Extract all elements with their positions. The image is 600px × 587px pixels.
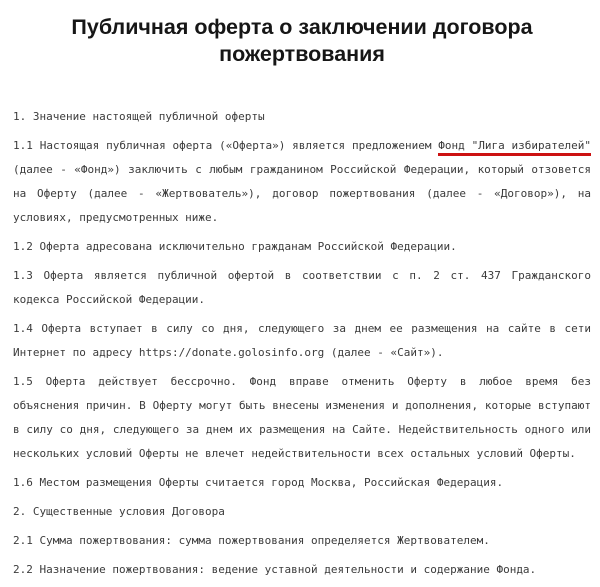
clause-1-4: 1.4 Оферта вступает в силу со дня, следующего за днем ее размещения на сайте в сети Интернет по адресу https://donate.golosinfo.org (далее - «Сайт»). [13,322,591,359]
clause-1-1-text-after: (далее - «Фонд») заключить с любым гражданином Российской Федерации, который отзовется на Оферту (далее - «Жертвователь»), договор пожертвования (далее - «Договор»), на условиях, предусмотренных ниже. [13,163,591,224]
document-title: Публичная оферта о заключении договора пожертвования [71,15,533,66]
section-1-heading: 1. Значение настоящей публичной оферты [13,110,265,123]
clause-2-1: 2.1 Сумма пожертвования: сумма пожертвования определяется Жертвователем. [13,534,490,547]
clause-1-1 [13,134,591,230]
clause-1-3: 1.3 Оферта является публичной офертой в соответствии с п. 2 ст. 437 Гражданского кодекса Российской Федерации. [13,269,591,306]
section-2-heading: 2. Существенные условия Договора [13,505,225,518]
clause-2-2: 2.2 Назначение пожертвования: ведение уставной деятельности и содержание Фонда. [13,563,537,576]
clause-1-1-text-before: 1.1 Настоящая публичная оферта («Оферта») является предложением [13,139,439,152]
document-body [13,105,591,582]
clause-1-2: 1.2 Оферта адресована исключительно гражданам Российской Федерации. [13,240,457,253]
clause-1-5: 1.5 Оферта действует бессрочно. Фонд вправе отменить Оферту в любое время без объяснения причин. В Оферту могут быть внесены изменения и дополнения, которые вступают в силу со дня, следующего за днем их размещения на Сайте. Недействительность одного или нескольких условий Оферты не влечет недействительности всех остальных условий Оферты. [13,375,591,460]
fund-name-underlined: Фонд "Лига избирателей" [438,139,591,156]
clause-1-6: 1.6 Местом размещения Оферты считается город Москва, Российская Федерация. [13,476,504,489]
